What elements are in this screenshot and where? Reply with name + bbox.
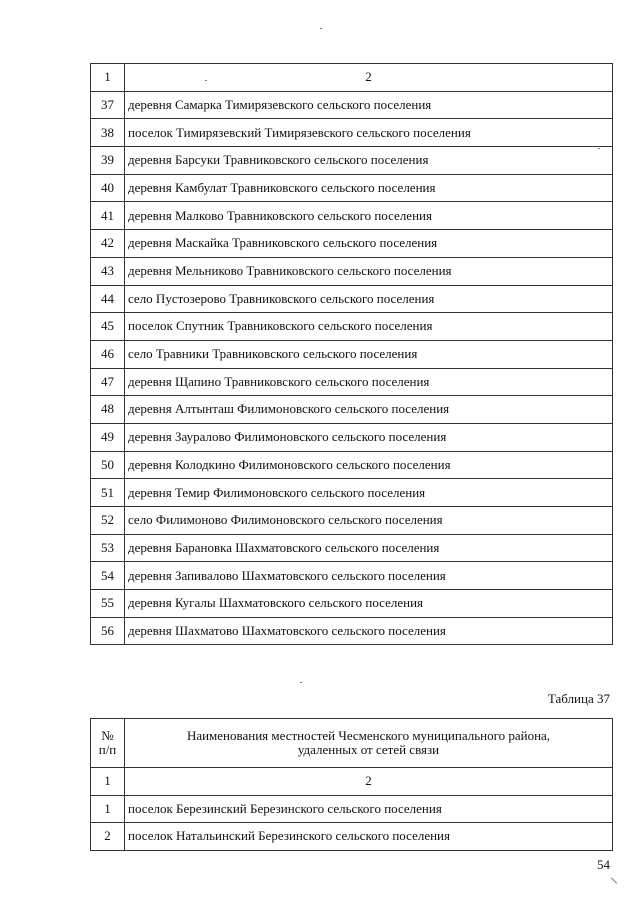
table-row bbox=[91, 119, 613, 147]
table-row bbox=[91, 617, 613, 645]
scan-speck bbox=[320, 28, 322, 29]
row-number: 50 bbox=[91, 451, 125, 479]
table-row bbox=[91, 795, 613, 823]
header-number-cell bbox=[91, 719, 125, 768]
row-number: 54 bbox=[91, 562, 125, 590]
locality-name: деревня Самарка Тимирязевского сельского поселения bbox=[125, 91, 613, 119]
locality-name: поселок Спутник Травниковского сельского поселения bbox=[125, 313, 613, 341]
table-row bbox=[91, 451, 613, 479]
header-name-line2: удаленных от сетей связи bbox=[297, 742, 440, 757]
locality-name: поселок Натальинский Березинского сельского поселения bbox=[125, 823, 613, 851]
row-number: 40 bbox=[91, 174, 125, 202]
row-number: 37 bbox=[91, 91, 125, 119]
row-number: 49 bbox=[91, 423, 125, 451]
table-row bbox=[91, 91, 613, 119]
locality-name: деревня Кугалы Шахматовского сельского поселения bbox=[125, 590, 613, 618]
table-row bbox=[91, 147, 613, 175]
row-number: 53 bbox=[91, 534, 125, 562]
table-column-numbers-row bbox=[91, 768, 613, 796]
locality-name: деревня Темир Филимоновского сельского поселения bbox=[125, 479, 613, 507]
locality-name: деревня Алтынташ Филимоновского сельского поселения bbox=[125, 396, 613, 424]
row-number: 52 bbox=[91, 507, 125, 535]
locality-name: поселок Тимирязевский Тимирязевского сельского поселения bbox=[125, 119, 613, 147]
row-number: 48 bbox=[91, 396, 125, 424]
table-row bbox=[91, 590, 613, 618]
locality-name: деревня Запивалово Шахматовского сельского поселения bbox=[125, 562, 613, 590]
table-row bbox=[91, 479, 613, 507]
locality-name: поселок Березинский Березинского сельского поселения bbox=[125, 795, 613, 823]
row-number: 43 bbox=[91, 257, 125, 285]
locality-name: село Филимоново Филимоновского сельского поселения bbox=[125, 507, 613, 535]
row-number: 38 bbox=[91, 119, 125, 147]
locality-name: деревня Барсуки Травниковского сельского поселения bbox=[125, 147, 613, 175]
localities-table-continued bbox=[90, 63, 613, 645]
table-row bbox=[91, 396, 613, 424]
table-row bbox=[91, 340, 613, 368]
scan-mark bbox=[611, 877, 617, 883]
locality-name: село Пустозерово Травниковского сельского поселения bbox=[125, 285, 613, 313]
header-name-line1: Наименования местностей Чесменского муниципального района, bbox=[186, 727, 551, 743]
scan-speck bbox=[205, 80, 207, 81]
table-row bbox=[91, 562, 613, 590]
table-row bbox=[91, 230, 613, 258]
locality-name: село Травники Травниковского сельского поселения bbox=[125, 340, 613, 368]
row-number: 51 bbox=[91, 479, 125, 507]
locality-name: деревня Мельниково Травниковского сельского поселения bbox=[125, 257, 613, 285]
locality-name: деревня Камбулат Травниковского сельского поселения bbox=[125, 174, 613, 202]
table-row bbox=[91, 285, 613, 313]
scan-speck bbox=[300, 682, 302, 683]
table-row bbox=[91, 507, 613, 535]
table-row bbox=[91, 313, 613, 341]
column-number-2: 2 bbox=[125, 64, 613, 92]
locality-name: деревня Маскайка Травниковского сельского поселения bbox=[125, 230, 613, 258]
locality-name: деревня Щапино Травниковского сельского поселения bbox=[125, 368, 613, 396]
page-number: 54 bbox=[597, 857, 610, 872]
table-header-row bbox=[91, 719, 613, 768]
chesma-remote-localities-table bbox=[90, 718, 613, 851]
row-number: 2 bbox=[91, 823, 125, 851]
header-number-abbrev: п/п bbox=[98, 742, 117, 757]
header-name-cell bbox=[125, 719, 613, 768]
locality-name: деревня Барановка Шахматовского сельского поселения bbox=[125, 534, 613, 562]
locality-name: деревня Шахматово Шахматовского сельского поселения bbox=[125, 617, 613, 645]
table-row bbox=[91, 423, 613, 451]
row-number: 42 bbox=[91, 230, 125, 258]
locality-name: деревня Зауралово Филимоновского сельского поселения bbox=[125, 423, 613, 451]
row-number: 46 bbox=[91, 340, 125, 368]
column-number-1: 1 bbox=[91, 768, 125, 796]
row-number: 56 bbox=[91, 617, 125, 645]
table-row bbox=[91, 202, 613, 230]
row-number: 45 bbox=[91, 313, 125, 341]
table-row bbox=[91, 823, 613, 851]
scan-speck bbox=[598, 148, 600, 149]
table-row bbox=[91, 257, 613, 285]
header-number-symbol: № bbox=[101, 727, 114, 743]
table-caption: Таблица 37 bbox=[547, 691, 610, 706]
row-number: 47 bbox=[91, 368, 125, 396]
row-number: 1 bbox=[91, 795, 125, 823]
row-number: 39 bbox=[91, 147, 125, 175]
locality-name: деревня Колодкино Филимоновского сельского поселения bbox=[125, 451, 613, 479]
row-number: 44 bbox=[91, 285, 125, 313]
row-number: 41 bbox=[91, 202, 125, 230]
locality-name: деревня Малково Травниковского сельского поселения bbox=[125, 202, 613, 230]
column-number-1: 1 bbox=[91, 64, 125, 92]
row-number: 55 bbox=[91, 590, 125, 618]
table-row bbox=[91, 534, 613, 562]
column-number-2: 2 bbox=[125, 768, 613, 796]
table-column-numbers-row bbox=[91, 64, 613, 92]
table-row bbox=[91, 368, 613, 396]
table-row bbox=[91, 174, 613, 202]
